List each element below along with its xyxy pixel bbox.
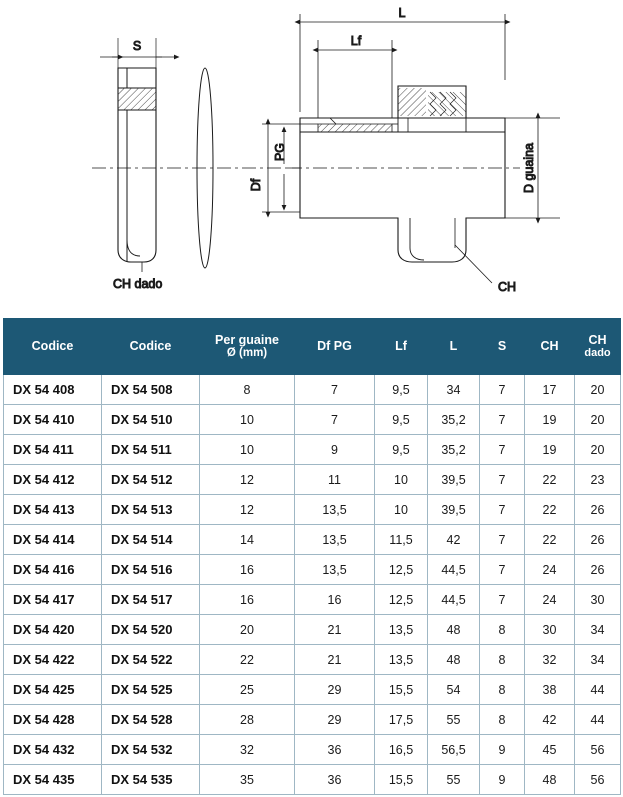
cell-per-guaine: 8 [200, 375, 295, 405]
cell-per-guaine: 16 [200, 585, 295, 615]
cell-codice-1: DX 54 428 [4, 705, 102, 735]
cell-lf: 9,5 [375, 405, 428, 435]
cell-l: 35,2 [428, 435, 480, 465]
cell-ch: 19 [525, 405, 575, 435]
col-s [480, 319, 525, 375]
cell-l: 48 [428, 645, 480, 675]
cell-df-pg: 11 [295, 465, 375, 495]
table-row [4, 705, 621, 735]
cell-per-guaine: 35 [200, 765, 295, 795]
cell-ch: 24 [525, 555, 575, 585]
cell-df-pg: 16 [295, 585, 375, 615]
cell-lf: 15,5 [375, 675, 428, 705]
cell-per-guaine: 12 [200, 465, 295, 495]
cell-ch-dado: 44 [575, 675, 621, 705]
cell-codice-1: DX 54 420 [4, 615, 102, 645]
cell-codice-2: DX 54 510 [102, 405, 200, 435]
cell-codice-2: DX 54 535 [102, 765, 200, 795]
col-l [428, 319, 480, 375]
col-lf-label: Lf [395, 339, 407, 354]
cell-codice-2: DX 54 512 [102, 465, 200, 495]
cell-ch: 22 [525, 465, 575, 495]
cell-s: 9 [480, 765, 525, 795]
label-l: L [398, 6, 406, 20]
cell-codice-1: DX 54 422 [4, 645, 102, 675]
label-df: Df [249, 178, 263, 192]
cell-s: 7 [480, 405, 525, 435]
cell-l: 44,5 [428, 555, 480, 585]
cell-l: 39,5 [428, 495, 480, 525]
cell-s: 7 [480, 375, 525, 405]
cell-codice-2: DX 54 532 [102, 735, 200, 765]
cell-per-guaine: 14 [200, 525, 295, 555]
table-header-row [4, 319, 621, 375]
cell-ch-dado: 34 [575, 645, 621, 675]
cell-codice-2: DX 54 520 [102, 615, 200, 645]
cell-ch: 45 [525, 735, 575, 765]
technical-drawing [0, 0, 623, 318]
col-per-guaine-line2: Ø (mm) [226, 347, 268, 360]
label-ch-dado: CH dado [113, 277, 163, 291]
cell-s: 8 [480, 705, 525, 735]
cell-codice-2: DX 54 525 [102, 675, 200, 705]
cell-s: 7 [480, 495, 525, 525]
col-codice-1-label: Codice [31, 339, 74, 354]
cell-codice-2: DX 54 517 [102, 585, 200, 615]
cell-ch: 19 [525, 435, 575, 465]
cell-ch-dado: 26 [575, 495, 621, 525]
table-row [4, 465, 621, 495]
cell-s: 8 [480, 675, 525, 705]
cell-ch: 48 [525, 765, 575, 795]
cell-codice-1: DX 54 408 [4, 375, 102, 405]
col-ch-label: CH [540, 339, 559, 354]
cell-codice-2: DX 54 514 [102, 525, 200, 555]
label-pg: PG [273, 142, 287, 162]
cell-s: 8 [480, 645, 525, 675]
col-l-label: L [449, 339, 458, 354]
cell-ch-dado: 26 [575, 555, 621, 585]
col-codice-1 [4, 319, 102, 375]
cell-ch: 38 [525, 675, 575, 705]
cell-ch-dado: 56 [575, 765, 621, 795]
col-ch-dado [575, 319, 621, 375]
cell-codice-2: DX 54 516 [102, 555, 200, 585]
table-row [4, 555, 621, 585]
cell-codice-1: DX 54 432 [4, 735, 102, 765]
cell-df-pg: 13,5 [295, 495, 375, 525]
cell-per-guaine: 16 [200, 555, 295, 585]
cell-df-pg: 9 [295, 435, 375, 465]
col-df-pg [295, 319, 375, 375]
table-row [4, 765, 621, 795]
label-ch: CH [498, 280, 517, 294]
cell-lf: 9,5 [375, 375, 428, 405]
cell-s: 9 [480, 735, 525, 765]
col-ch [525, 319, 575, 375]
cell-ch-dado: 23 [575, 465, 621, 495]
col-df-pg-label: Df PG [317, 339, 352, 354]
cell-l: 35,2 [428, 405, 480, 435]
cell-lf: 11,5 [375, 525, 428, 555]
cell-ch-dado: 44 [575, 705, 621, 735]
table-row [4, 375, 621, 405]
table-row [4, 405, 621, 435]
cell-codice-1: DX 54 413 [4, 495, 102, 525]
cell-s: 7 [480, 465, 525, 495]
nut-section-view [118, 68, 156, 262]
cell-per-guaine: 12 [200, 495, 295, 525]
table-row [4, 615, 621, 645]
cell-codice-2: DX 54 522 [102, 645, 200, 675]
col-codice-2 [102, 319, 200, 375]
cell-lf: 16,5 [375, 735, 428, 765]
col-s-label: S [497, 339, 507, 354]
cell-df-pg: 29 [295, 705, 375, 735]
cell-df-pg: 21 [295, 615, 375, 645]
cell-ch: 22 [525, 495, 575, 525]
cell-codice-2: DX 54 511 [102, 435, 200, 465]
cell-ch-dado: 20 [575, 375, 621, 405]
table-row [4, 585, 621, 615]
cell-codice-1: DX 54 425 [4, 675, 102, 705]
col-codice-2-label: Codice [129, 339, 172, 354]
cell-codice-1: DX 54 410 [4, 405, 102, 435]
cell-per-guaine: 10 [200, 405, 295, 435]
cell-s: 7 [480, 585, 525, 615]
cell-codice-1: DX 54 417 [4, 585, 102, 615]
cell-l: 56,5 [428, 735, 480, 765]
cell-l: 48 [428, 615, 480, 645]
table-row [4, 495, 621, 525]
cell-df-pg: 13,5 [295, 555, 375, 585]
cell-l: 55 [428, 765, 480, 795]
cell-s: 8 [480, 615, 525, 645]
label-s: S [132, 39, 142, 53]
cell-lf: 12,5 [375, 585, 428, 615]
ch-leader [455, 245, 492, 283]
label-lf: Lf [350, 34, 362, 48]
cell-l: 39,5 [428, 465, 480, 495]
cell-df-pg: 21 [295, 645, 375, 675]
cell-ch: 22 [525, 525, 575, 555]
cell-lf: 12,5 [375, 555, 428, 585]
table-row [4, 525, 621, 555]
cell-ch: 42 [525, 705, 575, 735]
cell-s: 7 [480, 555, 525, 585]
cell-codice-2: DX 54 508 [102, 375, 200, 405]
cell-per-guaine: 32 [200, 735, 295, 765]
cell-codice-1: DX 54 412 [4, 465, 102, 495]
cell-codice-2: DX 54 513 [102, 495, 200, 525]
cell-l: 34 [428, 375, 480, 405]
cell-l: 42 [428, 525, 480, 555]
col-lf [375, 319, 428, 375]
table-row [4, 675, 621, 705]
cell-lf: 10 [375, 465, 428, 495]
col-ch-dado-line2: dado [584, 347, 611, 360]
cell-lf: 10 [375, 495, 428, 525]
table-body [4, 375, 621, 795]
cell-codice-1: DX 54 435 [4, 765, 102, 795]
table-row [4, 435, 621, 465]
cell-per-guaine: 28 [200, 705, 295, 735]
cell-df-pg: 36 [295, 765, 375, 795]
cell-codice-1: DX 54 411 [4, 435, 102, 465]
dimensions-table-wrapper [3, 318, 620, 795]
cell-ch: 17 [525, 375, 575, 405]
cell-codice-1: DX 54 416 [4, 555, 102, 585]
dimensions-table [3, 318, 621, 795]
cell-codice-2: DX 54 528 [102, 705, 200, 735]
cell-ch-dado: 34 [575, 615, 621, 645]
cell-per-guaine: 25 [200, 675, 295, 705]
cell-lf: 17,5 [375, 705, 428, 735]
cell-per-guaine: 10 [200, 435, 295, 465]
table-row [4, 645, 621, 675]
cell-ch-dado: 20 [575, 435, 621, 465]
fitting-section-view [300, 86, 505, 262]
cell-df-pg: 7 [295, 375, 375, 405]
cell-l: 54 [428, 675, 480, 705]
cell-df-pg: 13,5 [295, 525, 375, 555]
cell-lf: 15,5 [375, 765, 428, 795]
cell-per-guaine: 20 [200, 615, 295, 645]
cell-lf: 9,5 [375, 435, 428, 465]
cell-ch: 32 [525, 645, 575, 675]
label-d-guaina: D guaina [522, 142, 536, 194]
col-ch-dado-line1: CH [588, 332, 607, 347]
cell-ch-dado: 26 [575, 525, 621, 555]
table-row [4, 735, 621, 765]
cell-lf: 13,5 [375, 645, 428, 675]
cell-per-guaine: 22 [200, 645, 295, 675]
cell-ch-dado: 20 [575, 405, 621, 435]
cell-lf: 13,5 [375, 615, 428, 645]
cell-df-pg: 29 [295, 675, 375, 705]
cell-l: 55 [428, 705, 480, 735]
cell-ch-dado: 30 [575, 585, 621, 615]
col-per-guaine [200, 319, 295, 375]
cell-codice-1: DX 54 414 [4, 525, 102, 555]
dim-lf [318, 40, 392, 118]
col-per-guaine-line1: Per guaine [215, 332, 279, 347]
cell-df-pg: 7 [295, 405, 375, 435]
cell-ch: 24 [525, 585, 575, 615]
cell-ch-dado: 56 [575, 735, 621, 765]
cell-df-pg: 36 [295, 735, 375, 765]
cell-l: 44,5 [428, 585, 480, 615]
cell-s: 7 [480, 435, 525, 465]
cell-ch: 30 [525, 615, 575, 645]
cell-s: 7 [480, 525, 525, 555]
